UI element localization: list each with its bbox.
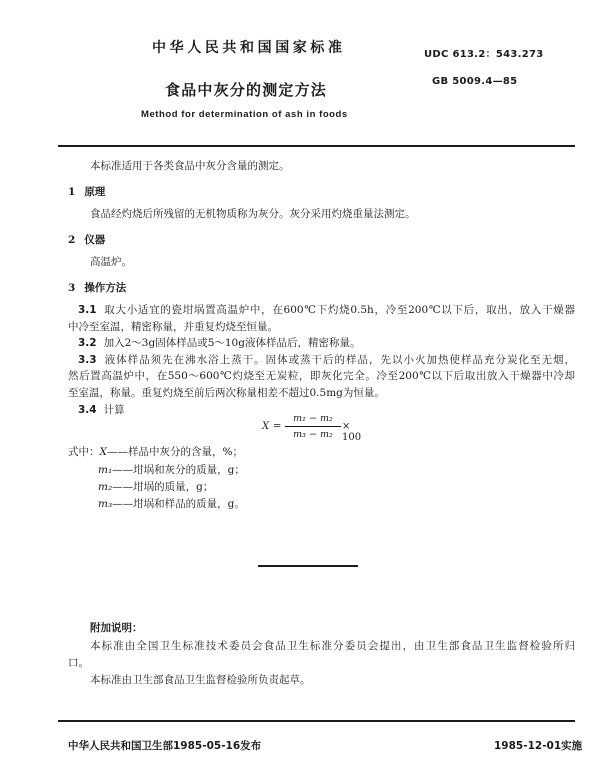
appendix-heading: 附加说明： [90,622,143,634]
end-of-text-rule [258,565,358,567]
definition-symbol: m₃ [98,498,113,510]
definition-m2 [98,480,213,494]
procedure-3-1-line-1 [78,303,575,317]
clause-number: 3.3 [78,354,97,366]
procedure-3-3-line-2: 然后置高温炉中，在550～600℃灼烧至无炭粒，即灰化完全。冷至200℃以下后取出放入干燥器中冷却 [68,370,575,382]
effective-date: 1985-12-01实施 [494,740,583,752]
formula-lhs: X [262,421,270,432]
clause-text: 计算 [103,404,125,416]
scope-text: 本标准适用于各类食品中灰分含量的测定。 [90,160,290,172]
definition-text: ——坩埚和灰分的质量，g； [112,464,245,476]
clause-text: 加入2～3g固体样品或5～10g液体样品后，精密称量。 [103,337,361,349]
procedure-3-1-line-2: 中冷至室温，精密称量，并重复灼烧至恒量。 [68,321,278,333]
section-heading-procedure [68,281,126,295]
definition-symbol: m₂ [98,481,113,493]
gb-code: GB 5009.4—85 [432,76,518,87]
formula-factor: × 100 [342,421,362,443]
clause-number: 3.1 [78,304,97,316]
definition-text: ——坩埚的质量，g； [112,481,214,493]
header-rule [58,145,575,147]
formula-fraction [285,412,341,441]
section-number: 2 [68,234,76,246]
section-heading-apparatus [68,233,105,247]
fraction-bar [285,426,341,427]
appendix-line-2: 口。 [68,657,89,669]
procedure-3-4 [78,403,125,417]
clause-text: 液体样品须先在沸水浴上蒸干。固体或蒸干后的样品，先以小火加热使样品充分炭化至无烟， [103,354,575,366]
formula-numerator: m₁ − m₂ [293,413,333,424]
definition-m1 [98,463,245,477]
procedure-3-3-line-3: 至室温，称量。重复灼烧至前后两次称量相差不超过0.5mg为恒量。 [68,387,385,399]
section-title: 仪器 [84,234,106,246]
appendix-line-3: 本标准由卫生部食品卫生监督检验所负责起草。 [90,674,311,686]
clause-number: 3.4 [78,404,97,416]
ash-formula [260,412,370,444]
definition-x [68,445,243,459]
procedure-3-2 [78,336,360,350]
definition-symbol: X [99,446,107,458]
national-standard-label: 中华人民共和国国家标准 [152,40,346,56]
clause-number: 3.2 [78,337,97,349]
definition-symbol: m₁ [98,464,113,476]
issued-by: 中华人民共和国卫生部1985-05-16发布 [68,740,262,752]
definition-text: ——坩埚和样品的质量，g。 [112,498,245,510]
definition-text: ——样品中灰分的含量，%； [106,446,243,458]
section-number: 3 [68,282,76,294]
procedure-3-3-line-1 [78,353,575,367]
clause-text: 取大小适宜的瓷坩埚置高温炉中，在600℃下灼烧0.5h，冷至200℃以下后，取出，放入干燥器 [103,304,575,316]
udc-code: UDC 613.2：543.273 [424,49,544,60]
formula-equals: = [273,421,282,432]
formula-denominator: m₃ − m₂ [293,429,333,440]
document-title-cn: 食品中灰分的测定方法 [165,81,328,99]
document-title-en: Method for determination of ash in foods [141,109,348,120]
footer-rule [58,720,575,722]
section-title: 原理 [84,186,106,198]
appendix-line-1: 本标准由全国卫生标准技术委员会食品卫生标准分委员会提出，由卫生部食品卫生监督检验所归 [90,640,575,652]
apparatus-text: 高温炉。 [90,256,132,268]
section-number: 1 [68,186,76,198]
section-title: 操作方法 [84,282,127,294]
definitions-prefix: 式中： [68,446,100,458]
definition-m3 [98,497,245,511]
principle-text: 食品经灼烧后所残留的无机物质称为灰分。灰分采用灼烧重量法测定。 [90,208,416,220]
section-heading-principle [68,185,105,199]
